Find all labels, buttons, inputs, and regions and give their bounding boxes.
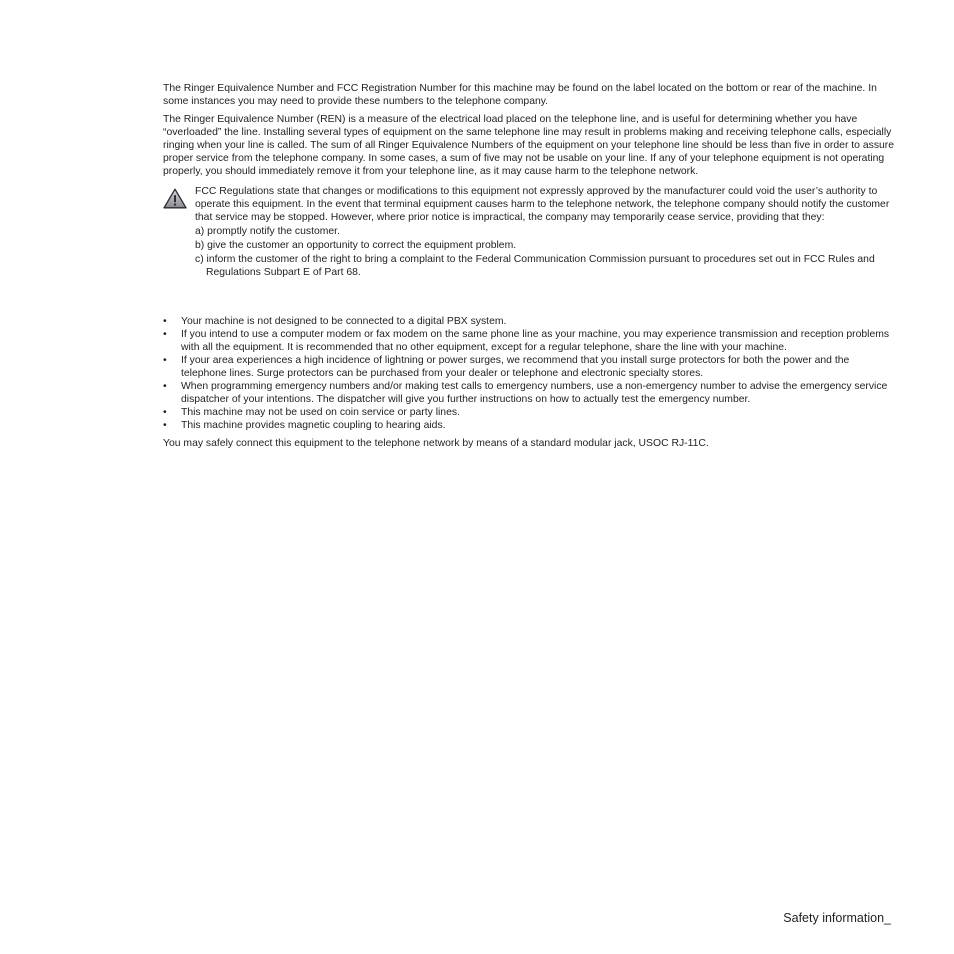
page-footer: Safety information_ xyxy=(783,911,891,925)
list-item xyxy=(163,328,896,354)
caution-item-a: a) promptly notify the customer. xyxy=(195,226,340,237)
caution-item-b: b) give the customer an opportunity to correct the equipment problem. xyxy=(195,240,517,251)
bullet-marker: • xyxy=(163,381,167,392)
list-item-text: If you intend to use a computer modem or fax modem on the same phone line as your machine, you may experience transmission and reception problems with all the equipment. It is recommended that no other equipment, except for a regular telephone, share the line with your machine. xyxy=(181,329,890,353)
list-item-text: This machine provides magnetic coupling to hearing aids. xyxy=(181,420,446,431)
page-body xyxy=(163,82,896,450)
list-item-text: If your area experiences a high incidence of lightning or power surges, we recommend that you install surge protectors for both the power and the telephone lines. Surge protectors can be purchased from your dealer or telephone and electronic specialty stores. xyxy=(181,355,850,379)
requirements-list xyxy=(163,315,896,432)
bullet-marker: • xyxy=(163,355,167,366)
list-item-text: This machine may not be used on coin service or party lines. xyxy=(181,407,460,418)
list-item xyxy=(163,354,896,380)
list-item xyxy=(163,406,896,419)
list-item xyxy=(163,315,896,328)
bullet-marker: • xyxy=(163,329,167,340)
list-item-text: Your machine is not designed to be connected to a digital PBX system. xyxy=(181,316,507,327)
caution-text: FCC Regulations state that changes or modifications to this equipment not expressly approved by the manufacturer could void the user’s authority to operate this equipment. In the event that terminal equipment causes harm to the telephone network, the telephone company should notify the customer that service may be stopped. However, where prior notice is impractical, the company may temporarily cease service, providing that they: xyxy=(195,186,890,223)
intro-paragraph-1: The Ringer Equivalence Number and FCC Registration Number for this machine may be found on the label located on the bottom or rear of the machine. In some instances you may need to provide these numbers to the telephone company. xyxy=(163,83,877,107)
caution-item-c: c) inform the customer of the right to bring a complaint to the Federal Communication Commission pursuant to procedures set out in FCC Rules and Regulations Subpart E of Part 68. xyxy=(195,254,875,278)
list-item-text: When programming emergency numbers and/or making test calls to emergency numbers, use a non-emergency number to advise the emergency service dispatcher of your intentions. The dispatcher will give you further instructions on how to actually test the emergency number. xyxy=(181,381,888,405)
caution-note xyxy=(163,185,896,279)
closing-paragraph: You may safely connect this equipment to the telephone network by means of a standard modular jack, USOC RJ-11C. xyxy=(163,438,709,449)
list-item xyxy=(163,419,896,432)
bullet-marker: • xyxy=(163,407,167,418)
intro-paragraph-2: The Ringer Equivalence Number (REN) is a measure of the electrical load placed on the telephone line, and is useful for determining whether you have “overloaded” the line. Installing several types of equipment on the same telephone line may result in problems making and receiving telephone calls, especially ringing when your line is called. The sum of all Ringer Equivalence Numbers of the equipment on your telephone line should be less than five in order to assure proper service from the telephone company. In some cases, a sum of five may not be usable on your line. If any of your telephone equipment is not operating properly, you should immediately remove it from your telephone line, as it may cause harm to the telephone network. xyxy=(163,114,895,177)
warning-triangle-icon xyxy=(163,188,187,209)
bullet-marker: • xyxy=(163,316,167,327)
list-item xyxy=(163,380,896,406)
bullet-marker: • xyxy=(163,420,167,431)
